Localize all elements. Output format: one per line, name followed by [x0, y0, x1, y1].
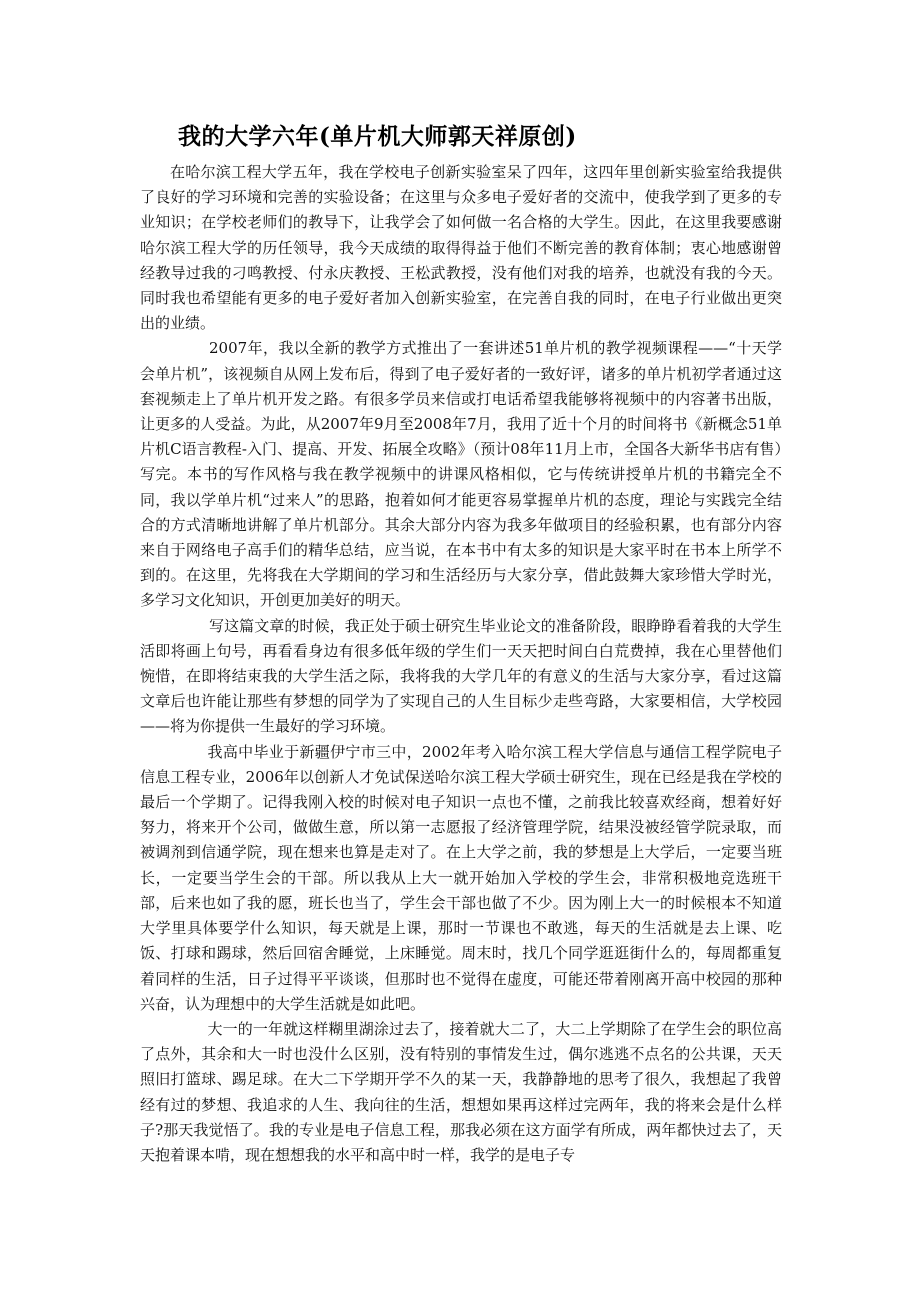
document-body [140, 160, 782, 1168]
paragraph-acknowledgement: 在哈尔滨工程大学五年，我在学校电子创新实验室呆了四年，这四年里创新实验室给我提供了良好的学习环境和完善的实验设备；在这里与众多电子爱好者的交流中，使我学到了更多的专业知识；在学校老师们的教导下，让我学会了如何做一名合格的大学生。因此，在这里我要感谢哈尔滨工程大学的历任领导，我今天成绩的取得得益于他们不断完善的教育体制；衷心地感谢曾经教导过我的刁鸣教授、付永庆教授、王松武教授，没有他们对我的培养，也就没有我的今天。同时我也希望能有更多的电子爱好者加入创新实验室，在完善自我的同时，在电子行业做出更突出的业绩。 [140, 163, 782, 333]
document-title: 我的大学六年(单片机大师郭天祥原创) [178, 123, 577, 150]
paragraph-writing-context: 写这篇文章的时候，我正处于硕士研究生毕业论文的准备阶段，眼睁睁看着我的大学生活即将画上句号，再看看身边有很多低年级的学生们一天天把时间白白荒费掉，我在心里替他们惋惜，在即将结束我的大学生活之际，我将我的大学几年的有意义的生活与大家分享，看过这篇文章后也许能让那些有梦想的同学为了实现自己的人生目标少走些弯路，大家要相信，大学校园——将为你提供一生最好的学习环境。 [140, 616, 782, 736]
paragraph-second-year: 大一的一年就这样糊里湖涂过去了，接着就大二了，大二上学期除了在学生会的职位高了点外，其余和大一时也没什么区别，没有特别的事情发生过，偶尔逃逃不点名的公共课，天天照旧打篮球、踢足球。在大二下学期开学不久的某一天，我静静地的思考了很久，我想起了我曾经有过的梦想、我追求的人生、我向往的生活，想想如果再这样过完两年，我的将来会是什么样子?那天我觉悟了。我的专业是电子信息工程，那我必须在这方面学有所成，两年都快过去了，天天抱着课本啃，现在想想我的水平和高中时一样，我学的是电子专 [140, 1019, 782, 1164]
paragraph-university-background: 我高中毕业于新疆伊宁市三中，2002年考入哈尔滨工程大学信息与通信工程学院电子信息工程专业，2006年以创新人才免试保送哈尔滨工程大学硕士研究生，现在已经是我在学校的最后一个学期了。记得我刚入校的时候对电子知识一点也不懂，之前我比较喜欢经商，想着好好努力，将来开个公司，做做生意，所以第一志愿报了经济管理学院，结果没被经管学院录取，而被调剂到信通学院，现在想来也算是走对了。在上大学之前，我的梦想是上大学后，一定要当班长，一定要当学生会的干部。所以我从上大一就开始加入学校的学生会，非常积极地竞选班干部，后来也如了我的愿，班长也当了，学生会干部也做了不少。因为刚上大一的时候根本不知道大学里具体要学什么知识，每天就是上课，那时一节课也不敢逃，每天的生活就是去上课、吃饭、打球和踢球，然后回宿舍睡觉，上床睡觉。周末时，找几个同学逛逛街什么的，每周都重复着同样的生活，日子过得平平谈谈，但那时也不觉得在虚度，可能还带着刚离开高中校园的那种兴奋，认为理想中的大学生活就是如此吧。 [140, 742, 782, 1013]
paragraph-book-introduction: 2007年，我以全新的教学方式推出了一套讲述51单片机的教学视频课程——“十天学会单片机”，该视频自从网上发布后，得到了电子爱好者的一致好评，诸多的单片机初学者通过这套视频走上了单片机开发之路。有很多学员来信或打电话希望我能够将视频中的内容著书出版，让更多的人受益。为此，从2007年9月至2008年7月，我用了近十个月的时间将书《新概念51单片机C语言教程-入门、提高、开发、拓展全攻略》（预计08年11月上市，全国各大新华书店有售）写完。本书的写作风格与我在教学视频中的讲课风格相似，它与传统讲授单片机的书籍完全不同，我以学单片机“过来人”的思路，抱着如何才能更容易掌握单片机的态度，理论与实践完全结合的方式清晰地讲解了单片机部分。其余大部分内容为我多年做项目的经验积累，也有部分内容来自于网络电子高手们的精华总结，应当说，在本书中有太多的知识是大家平时在书本上所学不到的。在这里，先将我在大学期间的学习和生活经历与大家分享，借此鼓舞大家珍惜大学时光，多学习文化知识，开创更加美好的明天。 [140, 339, 782, 610]
